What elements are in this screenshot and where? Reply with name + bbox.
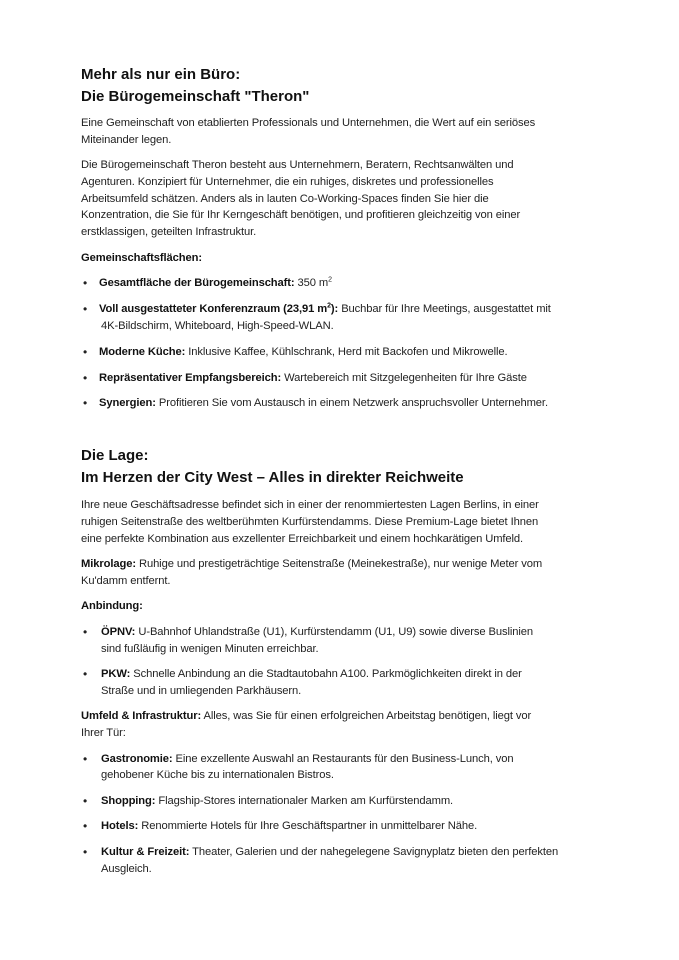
list-item: Kultur & Freizeit: Theater, Galerien und der nahegelegene Savignyplatz bieten den perfekten [101, 846, 559, 858]
bullet-icon: • [83, 371, 88, 385]
bullet-icon: • [83, 345, 88, 359]
list-item: PKW: Schnelle Anbindung an die Stadtautobahn A100. Parkmöglichkeiten direkt in der [101, 668, 522, 680]
paragraph-line: Miteinander legen. [81, 134, 172, 146]
bullet-icon: • [83, 625, 88, 639]
paragraph-line: erstklassigen, geteilten Infrastruktur. [81, 226, 257, 238]
paragraph-line: Konzentration, die Sie für Ihr Kerngeschäft benötigen, und profitieren gleichzeitig von einer [81, 209, 521, 221]
paragraph-line: eine perfekte Kombination aus exzellenter Erreichbarkeit und einem hochkarätigen Umfeld. [81, 533, 524, 545]
paragraph-line: Arbeitsumfeld schätzen. Anders als in lauten Co-Working-Spaces finden Sie hier die [81, 193, 489, 205]
bullet-icon: • [83, 667, 88, 681]
bullet-icon: • [83, 276, 88, 290]
mikrolage-paragraph: Mikrolage: Ruhige und prestigeträchtige Seitenstraße (Meinekestraße), nur wenige Meter vom [81, 558, 543, 570]
section-title: Mehr als nur ein Büro: [81, 66, 241, 83]
paragraph-line: Agenturen. Konzipiert für Unternehmer, die ein ruhiges, diskretes und professionelles [81, 176, 494, 188]
bullet-icon: • [83, 819, 88, 833]
list-item: Synergien: Profitieren Sie vom Austausch in einem Netzwerk anspruchsvoller Unternehmer. [99, 397, 548, 409]
list-item: Voll ausgestatteter Konferenzraum (23,91 $m^2$): Buchbar für Ihre Meetings, ausgestattet mit [99, 302, 551, 315]
subheading: Anbindung: [81, 600, 143, 612]
list-item: ÖPNV: U-Bahnhof Uhlandstraße (U1), Kurfürstendamm (U1, U9) sowie diverse Buslinien [101, 626, 534, 638]
section-title: Die Lage: [81, 447, 149, 464]
section-subtitle: Im Herzen der City West – Alles in direkter Reichweite [81, 469, 464, 486]
subheading: Gemeinschaftsflächen: [81, 252, 203, 264]
bullet-icon: • [83, 752, 88, 766]
list-item-continuation: gehobener Küche bis zu internationalen Bistros. [101, 769, 334, 781]
paragraph-line: Ihrer Tür: [81, 727, 126, 739]
list-item: Shopping: Flagship-Stores internationaler Marken am Kurfürstendamm. [101, 795, 454, 807]
paragraph-line: Ihre neue Geschäftsadresse befindet sich in einer der renommiertesten Lagen Berlins, in einer [81, 499, 539, 511]
umfeld-paragraph: Umfeld & Infrastruktur: Alles, was Sie für einen erfolgreichen Arbeitstag benötigen, liegt vor [81, 710, 532, 722]
list-item: Hotels: Renommierte Hotels für Ihre Geschäftspartner in unmittelbarer Nähe. [101, 820, 478, 832]
paragraph-line: ruhigen Seitenstraße des weltberühmten Kurfürstendamms. Diese Premium-Lage bietet Ihnen [81, 516, 539, 528]
bullet-icon: • [83, 396, 88, 410]
list-item-continuation: 4K-Bildschirm, Whiteboard, High-Speed-WLAN. [101, 320, 334, 332]
section-subtitle: Die Bürogemeinschaft "Theron" [81, 88, 310, 105]
bullet-icon: • [83, 794, 88, 808]
list-item: Repräsentativer Empfangsbereich: Wartebereich mit Sitzgelegenheiten für Ihre Gäste [99, 372, 527, 384]
list-item: Gastronomie: Eine exzellente Auswahl an Restaurants für den Business-Lunch, von [101, 753, 514, 765]
list-item-continuation: Straße und in umliegenden Parkhäusern. [101, 685, 302, 697]
bullet-icon: • [83, 302, 88, 316]
list-item-continuation: sind fußläufig in wenigen Minuten erreichbar. [101, 643, 319, 655]
bullet-icon: • [83, 845, 88, 859]
paragraph-line: Ku'damm entfernt. [81, 575, 171, 587]
paragraph-line: Die Bürogemeinschaft Theron besteht aus Unternehmern, Beratern, Rechtsanwälten und [81, 159, 514, 171]
list-item-continuation: Ausgleich. [101, 863, 152, 875]
list-item: Moderne Küche: Inklusive Kaffee, Kühlschrank, Herd mit Backofen und Mikrowelle. [99, 346, 508, 358]
paragraph-line: Eine Gemeinschaft von etablierten Professionals und Unternehmen, die Wert auf ein seriöses [81, 117, 536, 129]
list-item: Gesamtfläche der Bürogemeinschaft: 350 $m^2$ [99, 276, 332, 289]
